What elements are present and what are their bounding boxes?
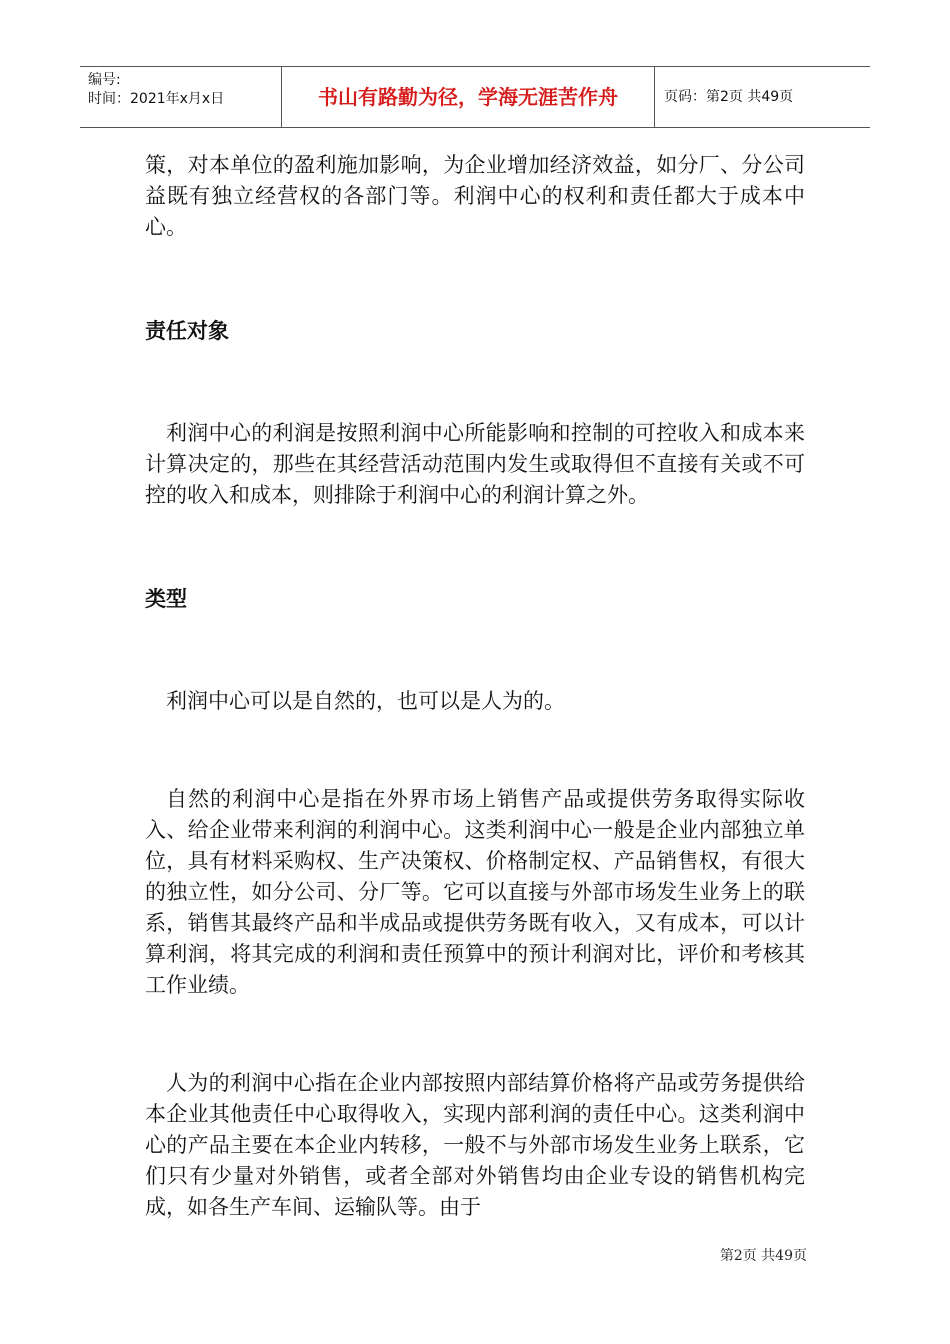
header-meta: [88, 71, 280, 109]
section-heading-types: 类型: [145, 586, 187, 611]
paragraph-types-intro: 利润中心可以是自然的，也可以是人为的。: [166, 689, 565, 713]
serial-label: 编号:: [88, 72, 121, 88]
paragraph-natural-profit-center: 自然的利润中心是指在外界市场上销售产品或提供劳务取得实际收入、给企业带来利润的利润中心。这类利润中心一般是企业内部独立单位，具有材料采购权、生产决策权、价格制定权、产品销售权，有很大的独立性，如分公司、分厂等。它可以直接与外部市场发生业务上的联系，销售其最终产品和半成品或提供劳务既有收入，又有成本，可以计算利润，将其完成的利润和责任预算中的预计利润对比，评价和考核其工作业绩。: [145, 787, 805, 997]
header-motto: 书山有路勤为径，学海无涯苦作舟: [318, 85, 618, 109]
page-header: [80, 66, 870, 128]
paragraph-continued: 策，对本单位的盈利施加影响，为企业增加经济效益，如分厂、分公司益既有独立经营权的各部门等。利润中心的权利和责任都大于成本中心。: [145, 153, 805, 239]
header-page-number: 页码：第2页 共49页: [664, 89, 794, 105]
header-divider: [654, 67, 655, 127]
section-heading-responsibility-object: 责任对象: [145, 318, 229, 343]
paragraph-profit-definition: 利润中心的利润是按照利润中心所能影响和控制的可控收入和成本来计算决定的，那些在其经营活动范围内发生或取得但不直接有关或不可控的收入和成本，则排除于利润中心的利润计算之外。: [145, 421, 805, 507]
page-footer: 第2页 共49页: [719, 1248, 807, 1264]
time-label: 时间：2021年x月x日: [88, 91, 225, 107]
document-body: [145, 150, 805, 1223]
paragraph-artificial-profit-center: 人为的利润中心指在企业内部按照内部结算价格将产品或劳务提供给本企业其他责任中心取得收入，实现内部利润的责任中心。这类利润中心的产品主要在本企业内转移，一般不与外部市场发生业务上联系，它们只有少量对外销售，或者全部对外销售均由企业专设的销售机构完成，如各生产车间、运输队等。由于: [145, 1071, 805, 1219]
